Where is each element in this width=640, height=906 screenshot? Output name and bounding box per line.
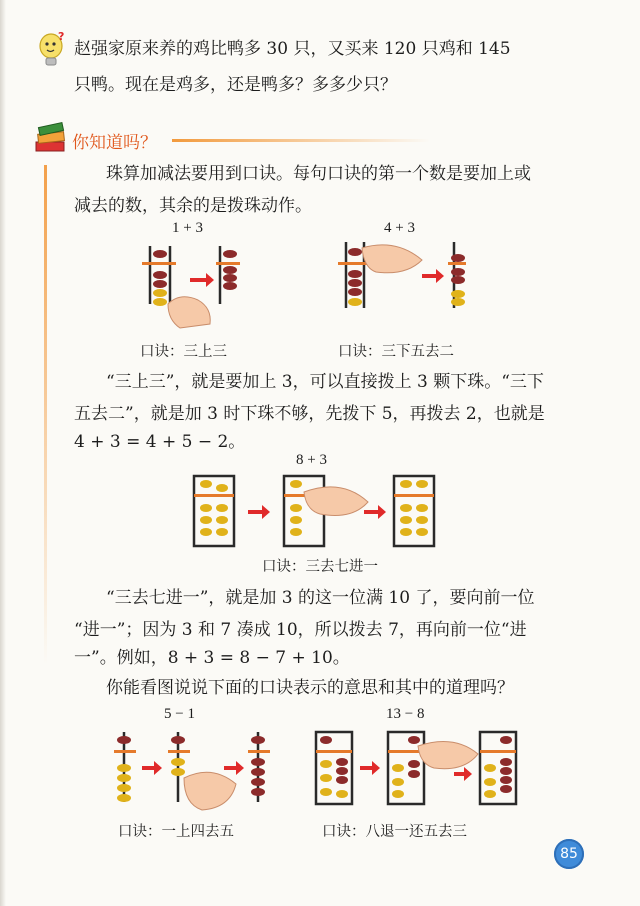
explain-1-line-3: 4 + 3 = 4 + 5 − 2。 (74, 432, 246, 452)
explain-1-line-1: “三上三”，就是要加上 3，可以直接拨上 3 颗下珠。“三下 (106, 372, 544, 392)
abacus-illustration-3 (192, 472, 442, 554)
example-3-rule: 口诀：三去七进一 (262, 559, 378, 575)
question-text: 你能看图说说下面的口诀表示的意思和其中的道理吗？ (106, 678, 514, 698)
example-2-formula: 4 + 3 (384, 220, 415, 236)
abacus-illustration-1 (140, 242, 240, 334)
problem-line-2: 只鸭。现在是鸡多，还是鸭多？多多少只？ (74, 75, 397, 95)
section-side-rule (44, 165, 47, 665)
abacus-illustration-4 (112, 728, 272, 814)
example-2-rule: 口诀：三下五去二 (338, 344, 454, 360)
section-title-rule (172, 139, 430, 142)
example-3-formula: 8 + 3 (296, 452, 327, 468)
example-1-rule: 口诀：三上三 (140, 344, 227, 360)
example-1-formula: 1 + 3 (172, 220, 203, 236)
problem-line-1: 赵强家原来养的鸡比鸭多 30 只，又买来 120 只鸡和 145 (74, 39, 511, 59)
abacus-illustration-2 (336, 238, 466, 320)
example-5-formula: 13 − 8 (386, 706, 425, 722)
books-icon (33, 120, 69, 156)
explain-1-line-2: 五去二”，就是加 3 时下珠不够，先拨下 5，再拨去 2，也就是 (74, 404, 545, 424)
page-number: 85 (554, 839, 584, 869)
abacus-illustration-5 (314, 728, 524, 814)
explain-2-line-1: “三去七进一”，就是加 3 的这一位满 10 了，要向前一位 (106, 588, 535, 608)
example-4-formula: 5 − 1 (164, 706, 195, 722)
intro-line-2: 减去的数，其余的是拨珠动作。 (74, 196, 312, 216)
explain-2-line-2: “进一”；因为 3 和 7 凑成 10，所以拨去 7，再向前一位“进 (74, 620, 527, 640)
page-gutter-shadow (0, 0, 6, 906)
example-5-rule: 口诀：八退一还五去三 (322, 824, 467, 840)
svg-text:?: ? (58, 30, 65, 43)
lightbulb-icon (38, 30, 68, 68)
example-4-rule: 口诀：一上四去五 (118, 824, 234, 840)
intro-line-1: 珠算加减法要用到口诀。每句口诀的第一个数是要加上或 (106, 164, 531, 184)
section-title: 你知道吗？ (72, 133, 157, 153)
explain-2-line-3: 一”。例如，8 + 3 = 8 − 7 + 10。 (74, 648, 350, 668)
